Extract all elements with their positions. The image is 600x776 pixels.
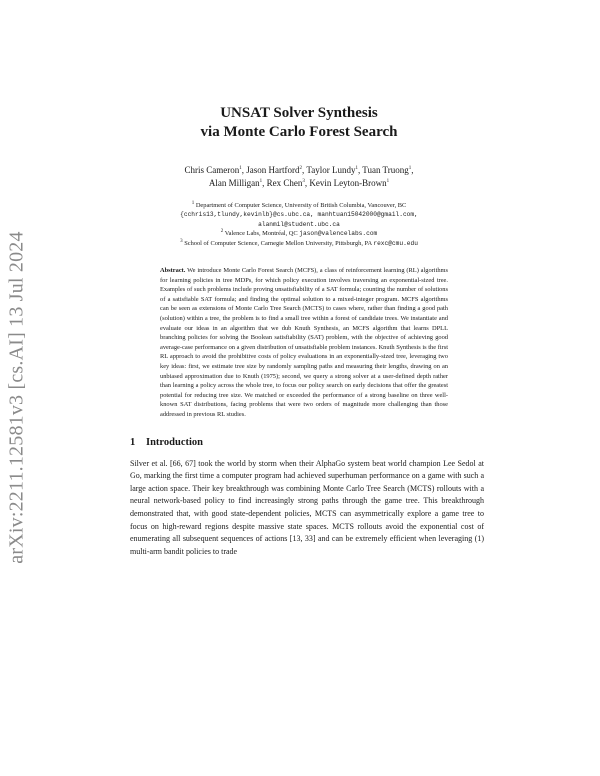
affiliation-number: 2 [220, 229, 224, 235]
title-line-2: via Monte Carlo Forest Search [200, 124, 398, 140]
author-affiliation-mark: 1 [239, 166, 242, 171]
author-name: Kevin Leyton-Brown [309, 177, 387, 188]
section-title: Introduction [146, 436, 203, 448]
affiliation-number: 3 [180, 238, 183, 244]
affiliation-number: 1 [191, 200, 195, 206]
author-line-2: Alan Milligan$^1$, Rex Chen$^3$, Kevin Leyton-Brown$^1$ [208, 177, 390, 188]
arxiv-identifier-sidebar [2, 232, 32, 562]
abstract-text: We introduce Monte Carlo Forest Search (MCFS), a class of reinforcement learning (RL) algorithms for learning policies in tree MDPs, for which policy execution involves traversing an exponential-sized tree. Examples of such problems include proving unsatisfiability of a SAT formula; counting the number of solutions of a satisfiable SAT formula; and finding the optimal solution to a mixed-integer program. MCFS algorithms can be seen as extensions of Monte Carlo Tree Search (MCTS) to cases where, rather than finding a good path (solution) within a tree, the problem is to find a small tree within a forest of candidate trees. We instantiate and evaluate our ideas in an algorithm that we dub Knuth Synthesis, an MCFS algorithm that learns DPLL branching policies for solving the Boolean satisfiability (SAT) problem, with the objective of achieving good average-case performance on a given distribution of unsatisfiable problem instances. Knuth Synthesis is the first RL approach to avoid the prohibitive costs of policy evaluations in an exponentially-sized tree, leveraging two key ideas: first, we estimate tree size by randomly sampling paths and measuring their lengths, drawing on an unbiased approximation due to Knuth (1975); second, we query a strong solver at a user-defined depth rather than learning a policy across the whole tree, to focus our policy search on early decisions that offer the greatest potential for reducing tree size. We matched or exceeded the performance of a strong baseline on three well-known SAT distributions, facing problems that were two orders of magnitude more challenging than those addressed in previous RL studies. [160, 267, 449, 418]
author-name: Chris Cameron [184, 165, 240, 175]
author-list [130, 164, 468, 189]
author-affiliation-mark: 1 [355, 166, 358, 171]
affiliation-text: School of Computer Science, Carnegie Mellon University, Pittsburgh, PA [184, 239, 372, 247]
affiliation-2 [130, 229, 468, 238]
section-heading [130, 436, 468, 450]
affiliation-email: jason@valencelabs.com [299, 230, 378, 238]
author-affiliation-mark: 1 [259, 178, 263, 184]
author-name: Jason Hartford [246, 165, 300, 175]
author-affiliation-mark: 1 [386, 178, 390, 184]
author-affiliation-mark: 3 [302, 178, 305, 184]
author-affiliation-mark: 1 [408, 166, 412, 171]
section-number: 1 [130, 436, 136, 448]
arxiv-id: arXiv:2211.12581v3 [cs.AI] 13 Jul 2024 [5, 230, 28, 564]
paper-title [130, 104, 468, 142]
author-name: Tuan Truong [362, 165, 409, 175]
title-line-1: UNSAT Solver Synthesis [220, 105, 378, 121]
affiliation-text: Valence Labs, Montréal, QC [224, 230, 298, 238]
author-affiliation-mark: 2 [299, 166, 302, 171]
author-name: Rex Chen [266, 177, 303, 188]
affiliation-email: alanmil@student.ubc.ca [258, 220, 340, 228]
paper-page [130, 104, 484, 558]
affiliation-email: {cchris13,tlundy,kevinlb}@cs.ubc.ca, manhtuan15042000@gmail.com, [180, 211, 418, 219]
author-line-1: Chris Cameron$^1$, Jason Hartford$^2$, Taylor Lundy$^1$, Tuan Truong$^1$, [184, 165, 414, 175]
introduction-text: Silver et al. [66, 67] took the world by storm when their AlphaGo system beat world champion Lee Sedol at Go, marking the first time a computer program had achieved superhuman performance on a game with such a large action space. Their key breakthrough was combining Monte Carlo Tree Search (MCTS) rollouts with a neural network-based policy to find increasingly strong paths through the game tree. This breakthrough demonstrated that, with good state-dependent policies, MCTS can asymmetrically explore a game tree to focus on high-reward regions despite massive state spaces. MCTS rollouts avoid the exponential cost of enumerating all subsequent sequences of actions [13, 33] and can be extremely efficient when leveraging (1) multi-arm bandit policies to trade [130, 458, 484, 556]
affiliation-email: rexc@cmu.edu [373, 239, 418, 247]
affiliation-list [130, 201, 468, 248]
author-name: Alan Milligan [208, 177, 260, 188]
affiliation-3 [130, 239, 468, 248]
abstract-label: Abstract. [160, 267, 186, 275]
abstract [160, 266, 448, 420]
author-name: Taylor Lundy [306, 165, 356, 175]
affiliation-1 [130, 201, 468, 210]
affiliation-text: Department of Computer Science, University of British Columbia, Vancouver, BC [195, 202, 407, 209]
